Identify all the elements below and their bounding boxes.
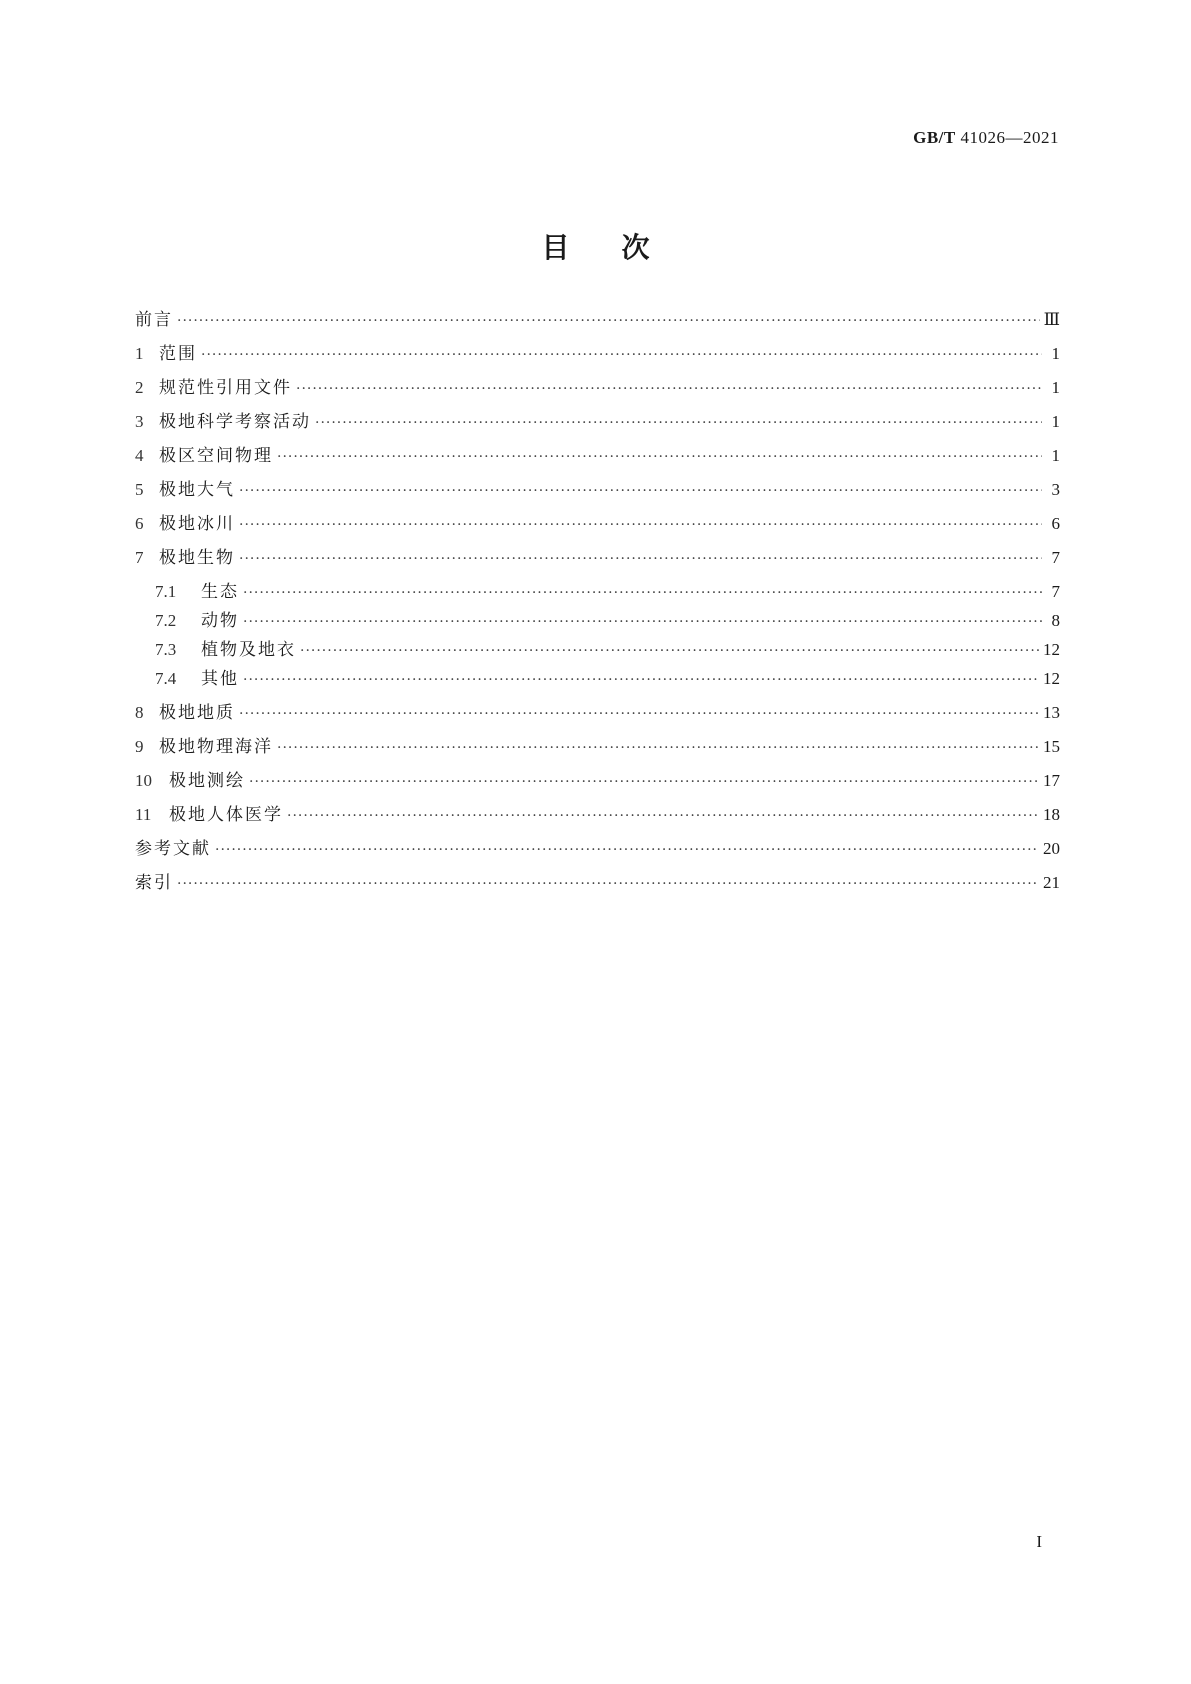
toc-leader-dots [215,838,1039,862]
toc-entry-7[interactable] [135,546,1060,570]
toc-entry-title: 动物 [201,611,239,631]
toc-entry-number: 6 [135,514,144,533]
toc-entry-page: 15 [1043,737,1060,756]
toc-entry-index[interactable] [135,871,1060,895]
toc-leader-dots [201,343,1042,367]
toc-entry-5[interactable] [135,478,1060,502]
toc-entry-7-1[interactable] [155,580,1060,604]
toc-entry-title: 植物及地衣 [201,640,296,660]
toc-entry-6[interactable] [135,512,1060,536]
toc-entry-page: 18 [1043,805,1060,824]
toc-entry-11[interactable] [135,803,1060,827]
toc-entry-title: 极地测绘 [169,771,245,791]
toc-entry-page: 1 [1051,378,1060,397]
toc-leader-dots [277,736,1039,760]
toc-entry-number: 5 [135,480,144,499]
toc-leader-dots [239,702,1039,726]
toc-entry-page: 1 [1051,446,1060,465]
toc-entry-number: 10 [135,771,152,790]
toc-leader-dots [296,377,1042,401]
page-number: I [1036,1532,1042,1551]
toc-leader-dots [239,479,1042,503]
toc-entry-title: 生态 [201,582,239,602]
toc-entry-title: 参考文献 [135,839,211,859]
toc-entry-number: 8 [135,703,144,722]
toc-entry-title: 范围 [159,344,197,364]
toc-leader-dots [287,804,1039,828]
toc-entry-title: 索引 [135,873,173,893]
toc-entry-4[interactable] [135,444,1060,468]
toc-entry-number: 11 [135,805,152,824]
toc-entry-page: 7 [1051,548,1060,567]
toc-entry-8[interactable] [135,701,1060,725]
toc-entry-title: 极地人体医学 [169,805,283,825]
toc-entry-number: 7.1 [155,582,177,601]
toc-entry-title: 前言 [135,310,173,330]
toc-leader-dots [277,445,1042,469]
standard-code [913,128,1059,148]
toc-leader-dots [243,581,1042,605]
toc-leader-dots [177,872,1039,896]
toc-entry-number: 7.2 [155,611,177,630]
toc-entry-title: 极地物理海洋 [159,737,273,757]
toc-entry-title: 极区空间物理 [159,446,273,466]
toc-entry-page: 1 [1051,412,1060,431]
toc-entry-page: 8 [1051,611,1060,630]
toc-entry-page: 3 [1051,480,1060,499]
toc-entry-page: 12 [1043,669,1060,688]
toc-entry-title: 极地生物 [159,548,235,568]
toc-entry-2[interactable] [135,376,1060,400]
toc-leader-dots [239,513,1042,537]
standard-prefix: GB/T [913,128,956,147]
toc-leader-dots [315,411,1042,435]
toc-entry-number: 7 [135,548,144,567]
toc-leader-dots [300,639,1039,663]
toc-leader-dots [249,770,1039,794]
toc-leader-dots [177,309,1040,333]
toc-entry-page: 6 [1051,514,1060,533]
toc-entry-title: 极地科学考察活动 [159,412,311,432]
toc-entry-page: 1 [1051,344,1060,363]
toc-leader-dots [243,668,1039,692]
toc-leader-dots [239,547,1042,571]
toc-entry-page: 20 [1043,839,1060,858]
toc-entry-number: 7.4 [155,669,177,688]
toc-entry-number: 7.3 [155,640,177,659]
toc-entry-page: Ⅲ [1043,310,1060,329]
toc-entry-1[interactable] [135,342,1060,366]
toc-entry-number: 2 [135,378,144,397]
toc-entry-page: 17 [1043,771,1060,790]
standard-number: 41026—2021 [960,128,1059,147]
toc-entry-number: 4 [135,446,144,465]
toc-entry-7-4[interactable] [155,667,1060,691]
toc-entry-9[interactable] [135,735,1060,759]
toc-entry-page: 12 [1043,640,1060,659]
toc-entry-references[interactable] [135,837,1060,861]
toc-entry-3[interactable] [135,410,1060,434]
page-title: 目次 [541,231,702,264]
toc-entry-7-3[interactable] [155,638,1060,662]
toc-entry-number: 1 [135,344,144,363]
toc-entry-title: 极地大气 [159,480,235,500]
toc-entry-7-2[interactable] [155,609,1060,633]
toc-entry-page: 21 [1043,873,1060,892]
toc-entry-number: 9 [135,737,144,756]
toc-leader-dots [243,610,1042,634]
toc-entry-10[interactable] [135,769,1060,793]
toc-entry-title: 极地地质 [159,703,235,723]
toc-entry-page: 7 [1051,582,1060,601]
toc-entry-title: 极地冰川 [159,514,235,534]
toc-entry-number: 3 [135,412,144,431]
toc-entry-preface[interactable] [135,308,1060,332]
toc-entry-title: 规范性引用文件 [159,378,292,398]
toc-entry-page: 13 [1043,703,1060,722]
toc-entry-title: 其他 [201,669,239,689]
